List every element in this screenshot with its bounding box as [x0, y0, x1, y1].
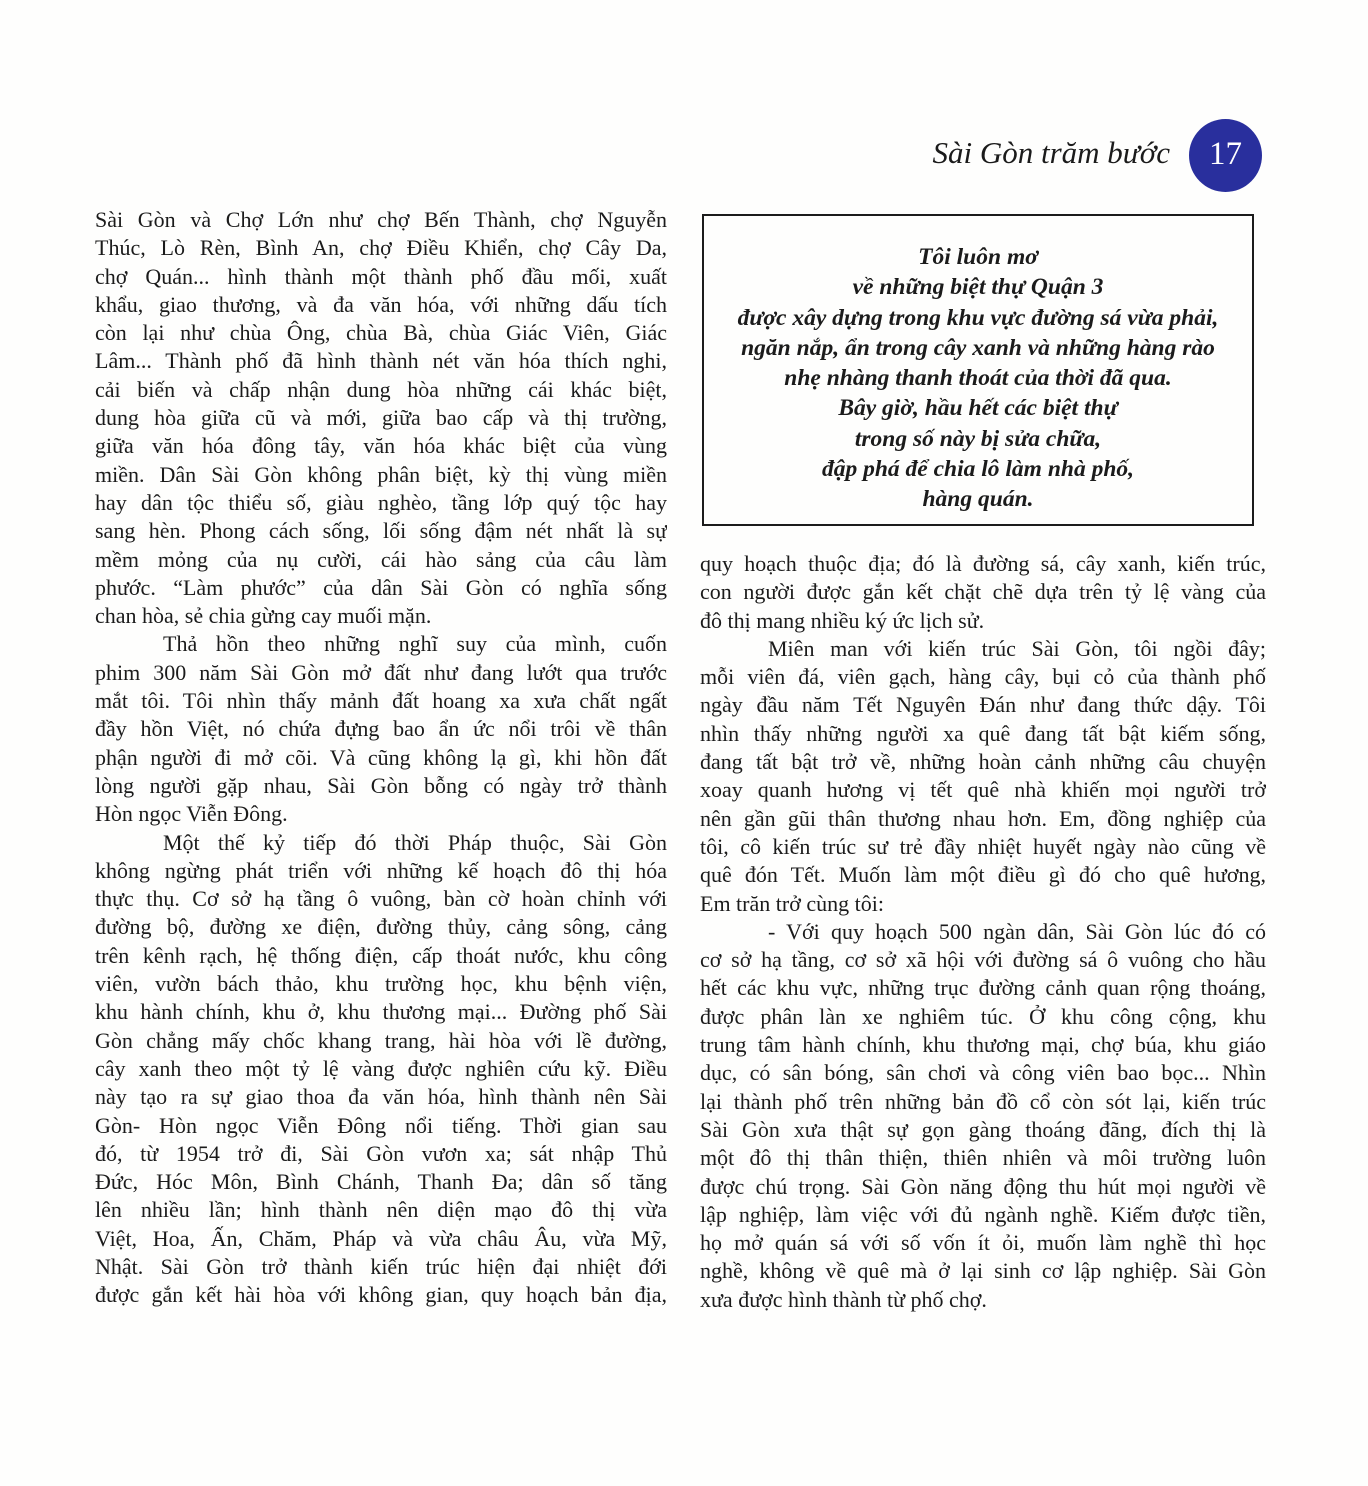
text-line: đường bộ, đường xe điện, đường thủy, cảng sông, cảng — [95, 914, 667, 940]
text-line: chợ Quán... hình thành một thành phố đầu mối, xuất — [95, 263, 667, 289]
paragraph — [95, 630, 667, 828]
text-line: hết các khu vực, những trục đường cảnh quan rộng thoáng, — [700, 975, 1266, 1001]
text-line: sang hèn. Phong cách sống, lối sống đậm nét nhất là sự — [95, 518, 667, 544]
text-line: phước. “Làm phước” của dân Sài Gòn có nghĩa sống — [95, 574, 667, 600]
text-line: chan hòa, sẻ chia gừng cay muối mặn. — [95, 603, 432, 629]
text-line: được chú trọng. Sài Gòn năng động thu hút mọi người về — [700, 1173, 1266, 1199]
text-line: họ mở quán sá với số vốn ít ỏi, muốn làm nghề thì học — [700, 1230, 1266, 1256]
text-line: miền. Dân Sài Gòn không phân biệt, kỳ thị vùng miền — [95, 461, 667, 487]
text-line: lập nghiệp, làm việc với đủ ngành nghề. Kiếm được tiền, — [700, 1201, 1266, 1227]
text-line: Miên man với kiến trúc Sài Gòn, tôi ngồi đây; — [768, 635, 1266, 661]
text-line: đô thị mang nhiều ký ức lịch sử. — [700, 607, 985, 633]
text-line: này tạo ra sự giao thoa đa văn hóa, hình thành nên Sài — [95, 1084, 667, 1110]
text-line: cơ sở hạ tầng, cơ sở xã hội với đường sá ô vuông cho hầu — [700, 947, 1266, 973]
text-line: hay dân tộc thiểu số, giàu nghèo, tầng lớp quý tộc hay — [95, 489, 667, 515]
text-line: trên kênh rạch, hệ thống điện, cấp thoát nước, khu công — [95, 942, 667, 968]
text-line: con người được gắn kết chặt chẽ dựa trên tỷ lệ vàng của — [700, 579, 1266, 605]
text-line: mắt tôi. Tôi nhìn thấy mảnh đất hoang xa xưa chất ngất — [95, 688, 667, 714]
text-line: Thả hồn theo những nghĩ suy của mình, cuốn — [163, 631, 667, 657]
text-line: mỗi viên đá, viên gạch, hàng cây, bụi cỏ của thành phố — [700, 664, 1266, 690]
page-number-badge — [1189, 119, 1262, 192]
left-text-column — [95, 206, 667, 1310]
text-line: còn lại như chùa Ông, chùa Bà, chùa Giác Viên, Giác — [95, 320, 667, 346]
text-line: thực thụ. Cơ sở hạ tầng ô vuông, bàn cờ hoàn chỉnh với — [95, 886, 667, 912]
text-line: nghề, không về quê mà ở lại sinh cơ lập nghiệp. Sài Gòn — [700, 1258, 1266, 1284]
text-line: một đô thị thân thiện, thiên nhiên và môi trường luôn — [700, 1145, 1266, 1171]
text-line: viên, vườn bách thảo, khu trường học, khu bệnh viện, — [95, 971, 667, 997]
text-line: cây xanh theo một tỷ lệ vàng được nghiên cứu kỹ. Điều — [95, 1055, 667, 1081]
text-line: dung hòa giữa cũ và mới, giữa bao cấp và thị trường, — [95, 405, 667, 431]
text-line: Hòn ngọc Viễn Đông. — [95, 801, 288, 827]
pull-quote-box — [702, 214, 1254, 526]
quote-line: Tôi luôn mơ — [918, 244, 1038, 270]
text-line: Việt, Hoa, Ấn, Chăm, Pháp và vừa châu Âu, vừa Mỹ, — [95, 1225, 667, 1251]
right-column-paragraphs — [700, 550, 1266, 1314]
paragraph — [95, 206, 667, 630]
text-line: đang tất bật trở về, những hoàn cảnh những câu chuyện — [700, 749, 1266, 775]
text-line: phận người đi mở cõi. Và cũng không lạ gì, khi hồn đất — [95, 744, 667, 770]
text-line: lên nhiều lần; hình thành nên diện mạo đô thị vừa — [95, 1197, 667, 1223]
text-line: được phân làn xe nghiêm túc. Ở khu công cộng, khu — [700, 1003, 1266, 1029]
text-line: lại thành phố trên những bản đồ cổ còn sót lại, kiến trúc — [700, 1088, 1266, 1114]
quote-line: ngăn nắp, ẩn trong cây xanh và những hàng rào — [741, 334, 1215, 361]
text-line: tôi, cô kiến trúc sư trẻ đầy nhiệt huyết ngày nào cũng về — [700, 833, 1266, 859]
text-line: quê đón Tết. Muốn làm một điều gì đó cho quê hương, — [700, 862, 1266, 888]
text-line: quy hoạch thuộc địa; đó là đường sá, cây xanh, kiến trúc, — [700, 551, 1266, 576]
text-line: ngày đầu năm Tết Nguyên Đán như đang thức dậy. Tôi — [700, 692, 1266, 718]
running-header-title: Sài Gòn trăm bước — [932, 135, 1170, 170]
text-line: xoay quanh hương vị tết quê nhà khiến mọi người trở — [700, 777, 1266, 803]
text-line: giữa văn hóa đông tây, văn hóa khác biệt của vùng — [95, 433, 667, 459]
text-line: Đức, Hóc Môn, Bình Chánh, Thanh Đa; dân số tăng — [95, 1169, 667, 1195]
paragraph — [700, 918, 1266, 1314]
quote-line: đập phá để chia lô làm nhà phố, — [821, 456, 1135, 483]
text-line: nên gần gũi thân thương nhau hơn. Em, đồng nghiệp của — [700, 805, 1266, 831]
quote-line: về những biệt thự Quận 3 — [852, 274, 1104, 301]
quote-line: nhẹ nhàng thanh thoát của thời đã qua. — [784, 365, 1172, 392]
text-line: Nhật. Sài Gòn trở thành kiến trúc hiện đại nhiệt đới — [95, 1253, 667, 1279]
text-line: phim 300 năm Sài Gòn mở đất như đang lướt qua trước — [95, 659, 667, 685]
text-line: đầy hồn Việt, nó chứa đựng bao ẩn ức nổi trôi về thân — [95, 716, 667, 742]
quote-line: trong số này bị sửa chữa, — [854, 425, 1102, 452]
quote-line: Bây giờ, hầu hết các biệt thự — [838, 395, 1118, 422]
page-number: 17 — [1209, 136, 1242, 172]
paragraph — [95, 829, 667, 1310]
text-line: được gắn kết hài hòa với không gian, quy hoạch bản địa, — [95, 1282, 667, 1308]
text-line: không ngừng phát triển với những kế hoạch đô thị hóa — [95, 857, 667, 883]
text-line: nhìn thấy những người xa quê đang tất bật kiếm sống, — [700, 720, 1266, 746]
text-line: Sài Gòn xưa thật sự gọn gàng thoáng đãng, đích thị là — [700, 1116, 1266, 1142]
text-line: khẩu, giao thương, và đa văn hóa, với những dấu tích — [95, 291, 667, 317]
text-line: - Với quy hoạch 500 ngàn dân, Sài Gòn lúc đó có — [768, 918, 1266, 944]
text-line: Sài Gòn và Chợ Lớn như chợ Bến Thành, chợ Nguyễn — [95, 207, 667, 232]
text-line: Em trăn trở cùng tôi: — [700, 890, 884, 916]
quote-line: được xây dựng trong khu vực đường sá vừa phải, — [737, 304, 1219, 331]
text-line: dục, có sân bóng, sân chơi và công viên bao bọc... Nhìn — [700, 1060, 1266, 1086]
text-line: Thúc, Lò Rèn, Bình An, chợ Điều Khiển, chợ Cây Da, — [95, 235, 667, 261]
right-text-column — [700, 206, 1266, 1314]
text-line: mềm mỏng của nụ cười, cái hào sảng của câu làm — [95, 546, 667, 572]
paragraph — [700, 635, 1266, 918]
text-line: Lâm... Thành phố đã hình thành nét văn hóa thích nghi, — [95, 348, 667, 374]
text-line: đó, từ 1954 trở đi, Sài Gòn vươn xa; sát nhập Thủ — [95, 1140, 667, 1166]
text-line: Gòn- Hòn ngọc Viễn Đông nổi tiếng. Thời gian sau — [95, 1112, 667, 1138]
text-line: xưa được hình thành từ phố chợ. — [700, 1286, 987, 1312]
text-line: khu hành chính, khu ở, khu thương mại... Đường phố Sài — [95, 999, 667, 1025]
quote-line: hàng quán. — [922, 486, 1034, 513]
paragraph — [700, 550, 1266, 635]
text-line: cải biến và chấp nhận dung hòa những cái khác biệt, — [95, 376, 667, 402]
text-line: Gòn chẳng mấy chốc khang trang, hài hòa với lề đường, — [95, 1027, 667, 1053]
text-line: Một thế kỷ tiếp đó thời Pháp thuộc, Sài Gòn — [163, 829, 667, 855]
text-line: trung tâm hành chính, khu thương mại, chợ búa, khu giáo — [700, 1032, 1266, 1058]
text-line: lòng người gặp nhau, Sài Gòn bỗng có ngày trở thành — [95, 772, 667, 798]
